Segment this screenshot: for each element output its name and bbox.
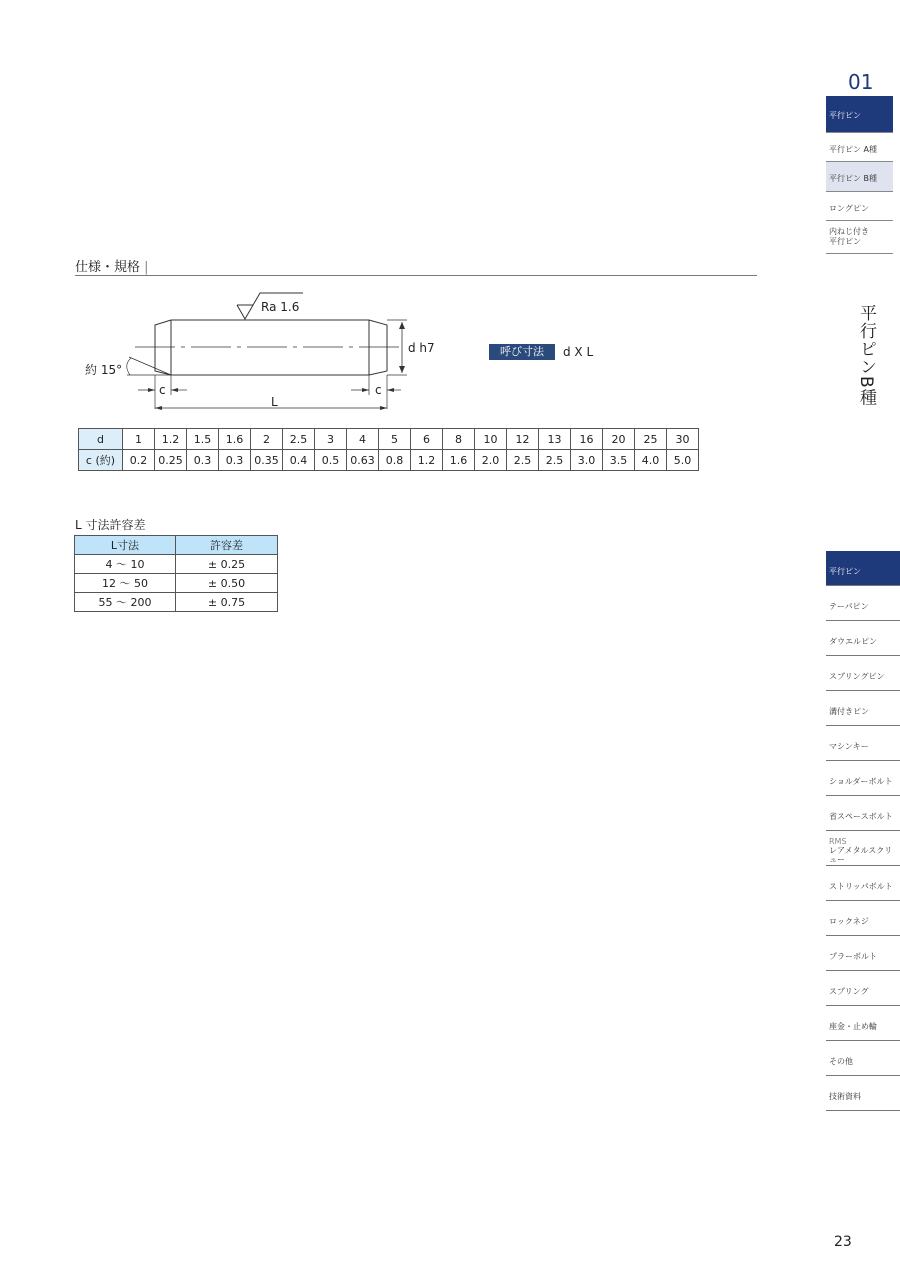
d-cell: 6	[411, 429, 443, 450]
length-label: L	[271, 395, 278, 409]
tolerance-header-tol: 許容差	[176, 536, 278, 555]
nav-rms-line1: RMS	[829, 837, 847, 846]
c-cell: 5.0	[667, 450, 699, 471]
c-cell: 3.5	[603, 450, 635, 471]
size-table	[78, 428, 699, 471]
sidebar-item-internal-thread-line2: 平行ピン	[829, 237, 861, 246]
table-header-row	[75, 536, 278, 555]
c-cell: 3.0	[571, 450, 603, 471]
tolerance-header-l: L寸法	[75, 536, 176, 555]
heading-rule	[75, 275, 757, 276]
nav-washer[interactable]: 座金・止め輪	[826, 1006, 900, 1041]
tolerance-value: ± 0.75	[176, 593, 278, 612]
d-cell: 1	[123, 429, 155, 450]
nav-dowel-pin[interactable]: ダウエルピン	[826, 621, 900, 656]
d-cell: 5	[379, 429, 411, 450]
pin-left-end	[155, 320, 171, 375]
c-cell: 2.5	[507, 450, 539, 471]
angle-line	[129, 357, 171, 375]
section-heading-bar: |	[144, 260, 149, 275]
d-cell: 25	[635, 429, 667, 450]
diameter-label: d h7	[408, 341, 435, 355]
nominal-size-label: 呼び寸法	[489, 344, 555, 360]
sidebar-item-parallel-pin[interactable]: 平行ピン	[826, 96, 893, 133]
d-cell: 16	[571, 429, 603, 450]
c-cell: 0.35	[251, 450, 283, 471]
row-d-header: d	[79, 429, 123, 450]
table-row	[75, 593, 278, 612]
roughness-label: Ra 1.6	[261, 300, 300, 314]
d-cell: 10	[475, 429, 507, 450]
nav-machine-key[interactable]: マシンキー	[826, 726, 900, 761]
nav-rare-metal-screw[interactable]	[826, 831, 900, 866]
nav-parallel-pin[interactable]: 平行ピン	[826, 551, 900, 586]
chamfer-label-right: c	[375, 383, 382, 397]
nav-spring-pin[interactable]: スプリングピン	[826, 656, 900, 691]
tolerance-title: L 寸法許容差	[75, 518, 146, 532]
chamfer-label-left: c	[159, 383, 166, 397]
section-number: 01	[848, 70, 874, 94]
tolerance-value: ± 0.50	[176, 574, 278, 593]
c-cell: 0.25	[155, 450, 187, 471]
section-heading	[75, 256, 149, 275]
c-cell: 0.5	[315, 450, 347, 471]
table-row-c	[79, 450, 699, 471]
c-cell: 2.5	[539, 450, 571, 471]
d-cell: 3	[315, 429, 347, 450]
tolerance-value: ± 0.25	[176, 555, 278, 574]
c-cell: 0.2	[123, 450, 155, 471]
nav-rms-line2: レアメタルスクリュー	[829, 846, 893, 864]
angle-label: 約 15°	[85, 363, 123, 377]
table-row	[75, 555, 278, 574]
section-heading-text: 仕様・規格	[75, 260, 141, 275]
tolerance-table	[74, 535, 278, 612]
pin-right-end	[369, 320, 387, 375]
nav-taper-pin[interactable]: テーパピン	[826, 586, 900, 621]
sidebar-item-long-pin[interactable]: ロングピン	[826, 192, 893, 221]
c-cell: 0.3	[219, 450, 251, 471]
c-cell: 0.4	[283, 450, 315, 471]
d-cell: 1.6	[219, 429, 251, 450]
d-cell: 1.5	[187, 429, 219, 450]
row-c-header: c (約)	[79, 450, 123, 471]
sidebar-item-internal-thread-line1: 内ねじ付き	[829, 227, 869, 236]
tolerance-range: 4 ～ 10	[75, 555, 176, 574]
nav-technical-data[interactable]: 技術資料	[826, 1076, 900, 1111]
nav-space-saving-bolt[interactable]: 省スペースボルト	[826, 796, 900, 831]
d-cell: 8	[443, 429, 475, 450]
sidebar-item-type-a[interactable]: 平行ピン A種	[826, 133, 893, 162]
nav-shoulder-bolt[interactable]: ショルダーボルト	[826, 761, 900, 796]
c-cell: 4.0	[635, 450, 667, 471]
sidebar-item-internal-thread[interactable]	[826, 221, 893, 254]
nominal-size-value: d X L	[563, 345, 594, 359]
tolerance-range: 55 ～ 200	[75, 593, 176, 612]
nav-puller-bolt[interactable]: プラーボルト	[826, 936, 900, 971]
table-row-d	[79, 429, 699, 450]
d-cell: 2.5	[283, 429, 315, 450]
sidebar-item-type-b[interactable]: 平行ピン B種	[826, 162, 893, 192]
c-cell: 2.0	[475, 450, 507, 471]
c-cell: 0.8	[379, 450, 411, 471]
nav-other[interactable]: その他	[826, 1041, 900, 1076]
c-cell: 0.63	[347, 450, 379, 471]
table-row	[75, 574, 278, 593]
page-number: 23	[834, 1234, 852, 1250]
vertical-title: 平行ピンB種	[856, 304, 876, 407]
tolerance-range: 12 ～ 50	[75, 574, 176, 593]
d-cell: 1.2	[155, 429, 187, 450]
nav-grooved-pin[interactable]: 溝付きピン	[826, 691, 900, 726]
d-cell: 30	[667, 429, 699, 450]
c-cell: 1.2	[411, 450, 443, 471]
nav-spring[interactable]: スプリング	[826, 971, 900, 1006]
d-cell: 20	[603, 429, 635, 450]
pin-drawing	[75, 285, 495, 415]
nav-lock-screw[interactable]: ロックネジ	[826, 901, 900, 936]
d-cell: 4	[347, 429, 379, 450]
d-cell: 13	[539, 429, 571, 450]
c-cell: 1.6	[443, 450, 475, 471]
d-cell: 2	[251, 429, 283, 450]
d-cell: 12	[507, 429, 539, 450]
nav-stripper-bolt[interactable]: ストリッパボルト	[826, 866, 900, 901]
c-cell: 0.3	[187, 450, 219, 471]
